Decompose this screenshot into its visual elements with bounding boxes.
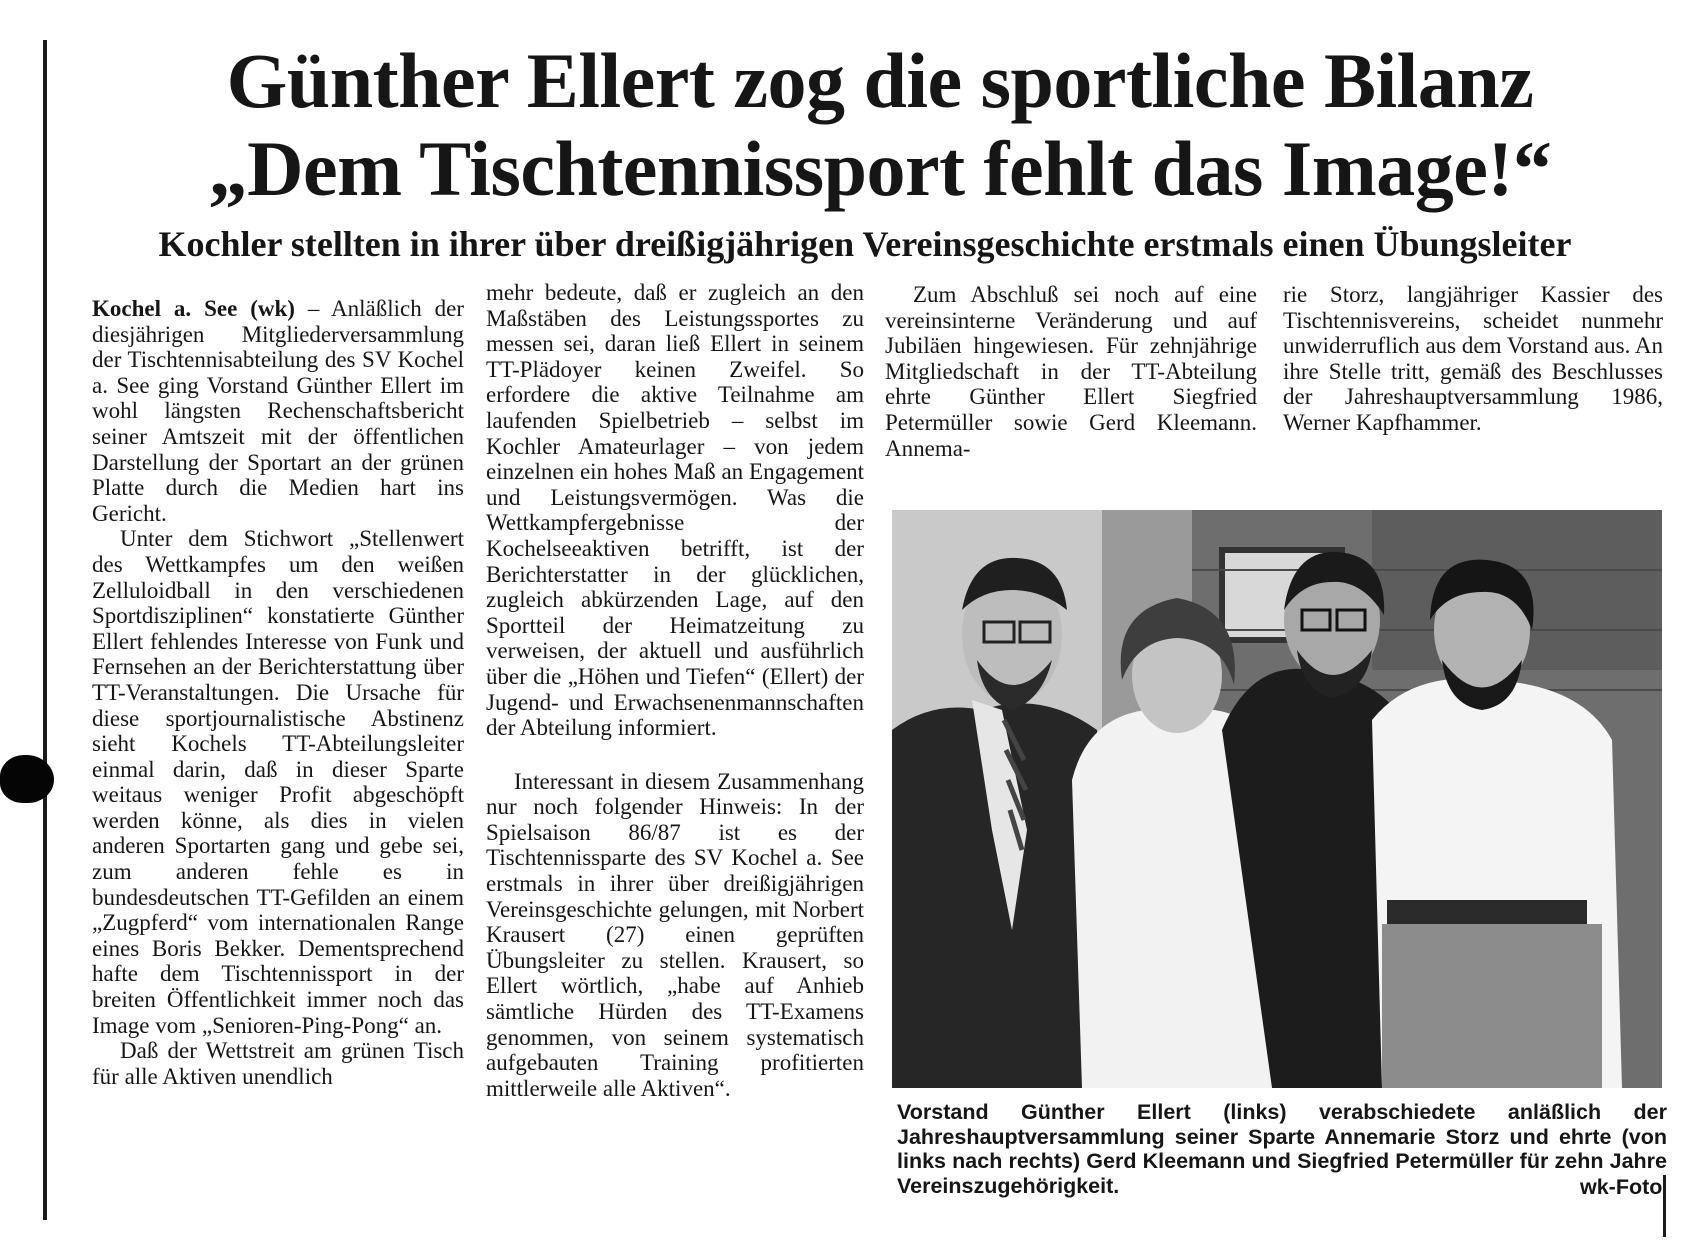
article-column-4 <box>1283 282 1663 436</box>
subheadline: Kochler stellten in ihrer über dreißigjährigen Vereinsgeschichte erstmals einen Übungsleiter <box>158 224 1572 264</box>
headline-line-2: „Dem Tischtennissport fehlt das Image!“ <box>208 125 1552 212</box>
article-column-1 <box>92 296 464 1089</box>
paragraph: Daß der Wettstreit am grünen Tisch für alle Aktiven unendlich <box>92 1038 464 1089</box>
paragraph <box>92 296 464 526</box>
photo-caption: Vorstand Günther Ellert (links) verabschiedete anläßlich der Jahreshauptversammlung seiner Sparte Annemarie Storz und ehrte (von links nach rechts) Gerd Kleemann und Siegfried Petermüller für zehn Jahre Vereinszugehörigkeit. <box>897 1100 1667 1198</box>
paragraph-text: – Anläßlich der diesjährigen Mitgliederversammlung der Tischtennisabteilung des SV Kochel a. See ging Vorstand Günther Ellert im wohl längsten Rechenschaftsbericht seiner Amtszeit mit der öffentlichen Darstellung der Sportart an der grünen Platte durch die Medien hart ins Gericht. <box>92 296 464 526</box>
article-column-3 <box>885 282 1257 461</box>
photo-credit: wk-Foto <box>1580 1175 1663 1199</box>
paragraph: rie Storz, langjähriger Kassier des Tischtennisvereins, scheidet nunmehr unwiderruflich aus dem Vorstand aus. An ihre Stelle tritt, gemäß des Beschlusses der Jahreshauptversammlung 1986, Werner Kapfhammer. <box>1283 282 1663 435</box>
ink-blot <box>0 755 54 803</box>
group-photo <box>892 510 1662 1088</box>
paragraph: Interessant in diesem Zusammenhang nur noch folgender Hinweis: In der Spielsaison 86/87 ist es der Tischtennissparte des SV Kochel a. See erstmals in ihrer über dreißigjährigen Vereinsgeschichte gelungen, mit Norbert Krausert (27) einen geprüften Übungsleiter zu stellen. Krausert, so Ellert wörtlich, „habe auf Anhieb sämtliche Hürden des TT-Examens genommen, von seinem systematisch aufgebauten Training profitierten mittlerweile alle Aktiven“. <box>486 768 864 1101</box>
paragraph: Unter dem Stichwort „Stellenwert des Wettkampfes um den weißen Zelluloidball in den verschiedenen Sportdisziplinen“ konstatierte Günther Ellert fehlendes Interesse von Funk und Fernsehen an der Berichterstattung über TT-Veranstaltungen. Die Ursache für diese sportjournalistische Abstinenz sieht Kochels TT-Abteilungsleiter einmal darin, daß in dieser Sparte weitaus weniger Profit abgeschöpft werden könne, als dies in vielen anderen Sportarten gang und gebe sei, zum anderen fehle es in bundesdeutschen TT-Gefilden an einem „Zugpferd“ vom internationalen Range eines Boris Bekker. Dementsprechend hafte dem Tischtennissport in der breiten Öffentlichkeit immer noch das Image vom „Senioren-Ping-Pong“ an. <box>92 526 464 1038</box>
paragraph: Zum Abschluß sei noch auf eine vereinsinterne Veränderung und auf Jubiläen hingewiesen. Für zehnjährige Mitgliedschaft in der TT-Abteilung ehrte Günther Ellert Siegfried Petermüller sowie Gerd Kleemann. Annema- <box>885 282 1257 461</box>
headline-line-1: Günther Ellert zog die sportliche Bilanz <box>226 37 1534 124</box>
article-column-2 <box>486 280 864 1101</box>
dateline: Kochel a. See (wk) <box>92 296 295 321</box>
column-rule-left <box>43 40 47 1220</box>
paragraph: mehr bedeute, daß er zugleich an den Maßstäben des Leistungssportes zu messen sei, daran ließ Ellert in seinem TT-Plädoyer keinen Zweifel. So erfordere die aktive Teilnahme am laufenden Spielbetrieb – selbst im Kochler Amateurlager – von jedem einzelnen ein hohes Maß an Engagement und Leistungsvermögen. Was die Wettkampfergebnisse der Kochelseeaktiven betrifft, ist der Berichterstatter in der glücklichen, zugleich abkürzenden Lage, auf den Sportteil der Heimatzeitung zu verweisen, der aktuell und ausführlich über die „Höhen und Tiefen“ (Ellert) der Jugend- und Erwachsenenmannschaften der Abteilung informiert. <box>486 280 864 741</box>
